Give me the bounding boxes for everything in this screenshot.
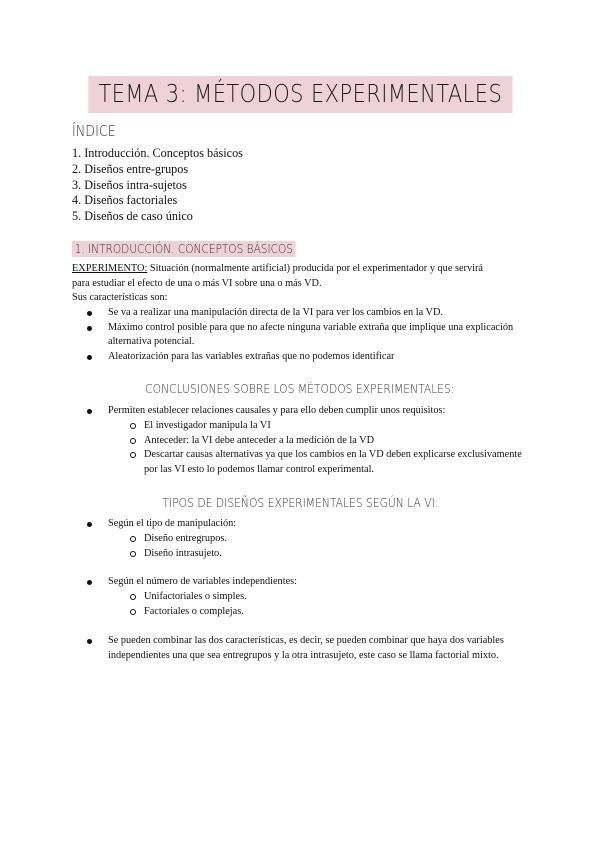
sub-list-item-text: Unifactoriales o simples. bbox=[144, 591, 247, 602]
sub-list-item bbox=[72, 605, 532, 620]
sub-list-item-text: Descartar causas alternativas ya que los cambios en la VD deben explicarse exclusivamente por las VI esto lo podemos llamar control experimental. bbox=[144, 449, 522, 475]
types-list-2 bbox=[72, 575, 532, 590]
sub-list-item bbox=[72, 590, 532, 605]
page-title: TEMA 3: MÉTODOS EXPERIMENTALES bbox=[88, 76, 512, 113]
characteristics-list bbox=[72, 306, 532, 364]
conclusions-heading bbox=[0, 381, 600, 396]
bullet-icon bbox=[87, 522, 92, 527]
list-item bbox=[72, 517, 532, 532]
types-list-3 bbox=[72, 634, 532, 663]
circle-bullet-icon bbox=[130, 594, 136, 600]
list-item bbox=[72, 350, 532, 365]
sub-list-item-text: El investigador manipula la VI bbox=[144, 420, 271, 431]
sub-list-item-text: Diseño intrasujeto. bbox=[144, 547, 222, 559]
list-item bbox=[72, 575, 532, 590]
conclusions-list bbox=[72, 404, 532, 419]
list-item-text: Según el tipo de manipulación: bbox=[108, 518, 237, 529]
list-item-text: Se va a realizar una manipulación directa de la VI para ver los cambios en la VD. bbox=[108, 307, 443, 318]
characteristics-intro: Sus características son: bbox=[72, 292, 168, 304]
list-item-text: Aleatorización para las variables extrañas que no podemos identificar bbox=[108, 350, 395, 362]
types-sublist-1 bbox=[72, 532, 532, 561]
list-item-text: Según el número de variables independientes: bbox=[108, 576, 298, 587]
title-container bbox=[0, 76, 600, 113]
definition-text-line2: para estudiar el efecto de una o más VI sobre una o más VD. bbox=[72, 277, 322, 289]
bullet-icon bbox=[87, 580, 92, 585]
sub-list-item-text: Factoriales o complejas. bbox=[144, 605, 244, 617]
list-item-text: Máximo control posible para que no afecte ninguna variable extraña que implique una explicación alternativa potencial. bbox=[108, 321, 514, 348]
sub-list-item bbox=[72, 547, 532, 562]
circle-bullet-icon bbox=[130, 536, 136, 542]
types-heading bbox=[0, 495, 600, 510]
sub-list-item bbox=[72, 448, 532, 477]
table-of-contents bbox=[72, 146, 243, 225]
toc-item: 3. Diseños intra-sujetos bbox=[72, 177, 187, 192]
sub-list-item bbox=[72, 419, 532, 434]
toc-item: 5. Diseños de caso único bbox=[72, 209, 193, 224]
types-list-1 bbox=[72, 517, 532, 532]
list-item bbox=[72, 306, 532, 321]
circle-bullet-icon bbox=[130, 609, 136, 615]
circle-bullet-icon bbox=[130, 551, 136, 557]
definition-text-line1: Situación (normalmente artificial) producida por el experimentador y que servirá bbox=[147, 263, 483, 274]
conclusions-sublist bbox=[72, 419, 532, 477]
circle-bullet-icon bbox=[130, 452, 136, 458]
sub-list-item-text: Anteceder: la VI debe anteceder a la medición de la VD bbox=[144, 434, 375, 446]
section-heading: 1. INTRODUCCIÓN. CONCEPTOS BÁSICOS bbox=[72, 241, 296, 257]
sub-list-item bbox=[72, 532, 532, 547]
types-sublist-2 bbox=[72, 590, 532, 619]
list-item bbox=[72, 404, 532, 419]
list-item bbox=[72, 321, 532, 350]
definition-paragraph bbox=[72, 262, 532, 306]
definition-term: EXPERIMENTO: bbox=[72, 263, 148, 274]
bullet-icon bbox=[87, 355, 92, 360]
circle-bullet-icon bbox=[130, 438, 136, 444]
bullet-icon bbox=[87, 409, 92, 414]
types-heading-text: TIPOS DE DISEÑOS EXPERIMENTALES SEGÚN LA VI: bbox=[162, 495, 438, 510]
bullet-icon bbox=[87, 639, 92, 644]
sub-list-item bbox=[72, 434, 532, 449]
list-item-text: Permiten establecer relaciones causales y para ello deben cumplir unos requisitos: bbox=[108, 405, 446, 416]
index-heading: ÍNDICE bbox=[72, 122, 116, 140]
toc-item: 2. Diseños entre-grupos bbox=[72, 161, 189, 176]
bullet-icon bbox=[87, 326, 92, 331]
list-item bbox=[72, 634, 532, 663]
toc-item: 1. Introducción. Conceptos básicos bbox=[72, 146, 243, 160]
circle-bullet-icon bbox=[130, 423, 136, 429]
sub-list-item-text: Diseño entregrupos. bbox=[144, 533, 227, 544]
list-item-text: Se pueden combinar las dos características, es decir, se pueden combinar que haya dos variables independientes una que sea entregrupos y la otra intrasujeto, este caso se llama factorial mixto. bbox=[108, 635, 504, 661]
toc-item: 4. Diseños factoriales bbox=[72, 193, 178, 208]
conclusions-heading-text: CONCLUSIONES SOBRE LOS MÉTODOS EXPERIMENTALES: bbox=[145, 381, 455, 396]
bullet-icon bbox=[87, 311, 92, 316]
